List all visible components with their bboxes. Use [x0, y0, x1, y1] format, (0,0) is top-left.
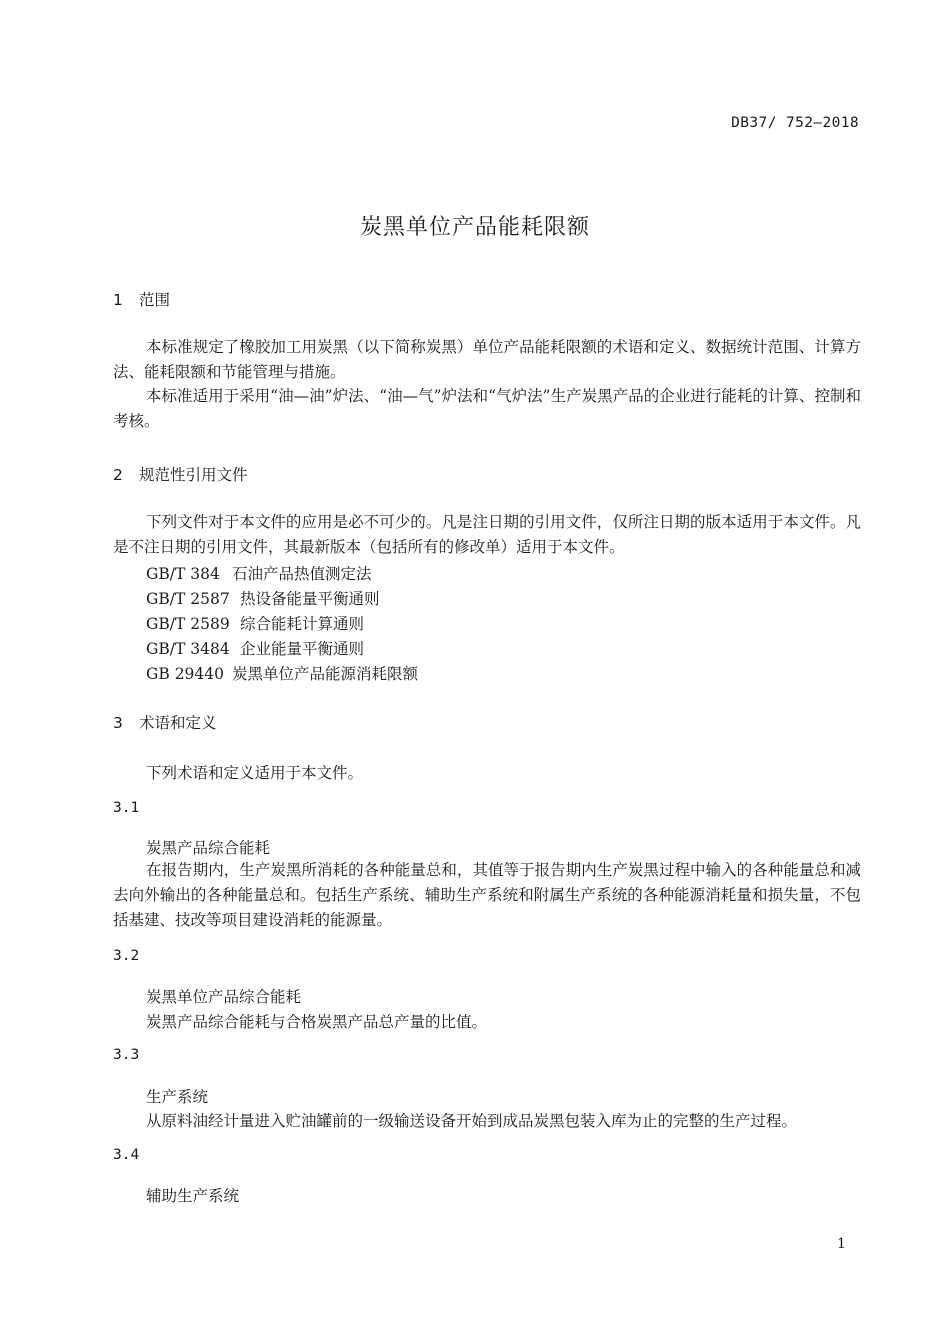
- section-3-heading: [113, 711, 217, 733]
- section-3-intro: 下列术语和定义适用于本文件。: [146, 764, 364, 782]
- section-2-paragraph-1: [113, 510, 861, 560]
- clause-number: 3.4: [113, 1147, 140, 1163]
- reference-code: GB/T 3484: [146, 640, 230, 658]
- definition-text: 在报告期内，生产炭黑所消耗的各种能量总和，其值等于报告期内生产炭黑过程中输入的各种能量总和减去向外输出的各种能量总和。包括生产系统、辅助生产系统和附属生产系统的各种能源消耗量和损失量，不包括基建、技改等项目建设消耗的能源量。: [113, 861, 861, 929]
- reference-item: [146, 662, 418, 684]
- section-title: 范围: [139, 291, 171, 309]
- paragraph-text: 本标准规定了橡胶加工用炭黑（以下简称炭黑）单位产品能耗限额的术语和定义、数据统计范围、计算方法、能耗限额和节能管理与措施。: [113, 338, 861, 381]
- clause-number: 3.3: [113, 1047, 140, 1063]
- reference-title: 综合能耗计算通则: [240, 615, 365, 633]
- paragraph-text: 本标准适用于采用“油—油”炉法、“油—气”炉法和“气炉法”生产炭黑产品的企业进行能耗的计算、控制和考核。: [113, 387, 861, 430]
- reference-item: [146, 587, 380, 609]
- reference-code: GB/T 384: [146, 565, 220, 583]
- page-number: 1: [837, 1236, 846, 1252]
- page-title: 炭黑单位产品能耗限额: [359, 215, 590, 240]
- section-1-paragraph-1: [113, 335, 861, 385]
- term-title: 生产系统: [146, 1088, 209, 1106]
- reference-code: GB/T 2587: [146, 590, 230, 608]
- reference-title: 炭黑单位产品能源消耗限额: [232, 665, 419, 683]
- term-title: 辅助生产系统: [146, 1187, 240, 1205]
- section-1-heading: [113, 288, 170, 310]
- section-2-heading: [113, 463, 248, 485]
- clause-number: 3.1: [113, 800, 140, 816]
- reference-item: [146, 562, 372, 584]
- paragraph-text: 下列文件对于本文件的应用是必不可少的。凡是注日期的引用文件，仅所注日期的版本适用于本文件。凡是不注日期的引用文件，其最新版本（包括所有的修改单）适用于本文件。: [113, 513, 861, 556]
- term-title: 炭黑单位产品综合能耗: [146, 988, 302, 1006]
- reference-code: GB 29440: [146, 665, 225, 683]
- section-1-paragraph-2: [113, 384, 861, 434]
- reference-title: 热设备能量平衡通则: [240, 590, 380, 608]
- term-definition: 从原料油经计量进入贮油罐前的一级输送设备开始到成品炭黑包装入库为止的完整的生产过程。: [146, 1112, 798, 1130]
- reference-item: [146, 612, 364, 634]
- term-title: 炭黑产品综合能耗: [146, 839, 271, 857]
- document-code: DB37/ 752—2018: [731, 115, 859, 131]
- term-definition: 炭黑产品综合能耗与合格炭黑产品总产量的比值。: [146, 1013, 488, 1031]
- section-number: 2: [113, 466, 123, 484]
- section-title: 术语和定义: [139, 714, 217, 732]
- reference-code: GB/T 2589: [146, 615, 230, 633]
- reference-title: 企业能量平衡通则: [240, 640, 365, 658]
- clause-number: 3.2: [113, 948, 140, 964]
- section-number: 3: [113, 714, 123, 732]
- reference-item: [146, 637, 364, 659]
- section-title: 规范性引用文件: [139, 466, 248, 484]
- section-number: 1: [113, 291, 123, 309]
- reference-title: 石油产品热值测定法: [232, 565, 372, 583]
- term-definition: [113, 858, 861, 933]
